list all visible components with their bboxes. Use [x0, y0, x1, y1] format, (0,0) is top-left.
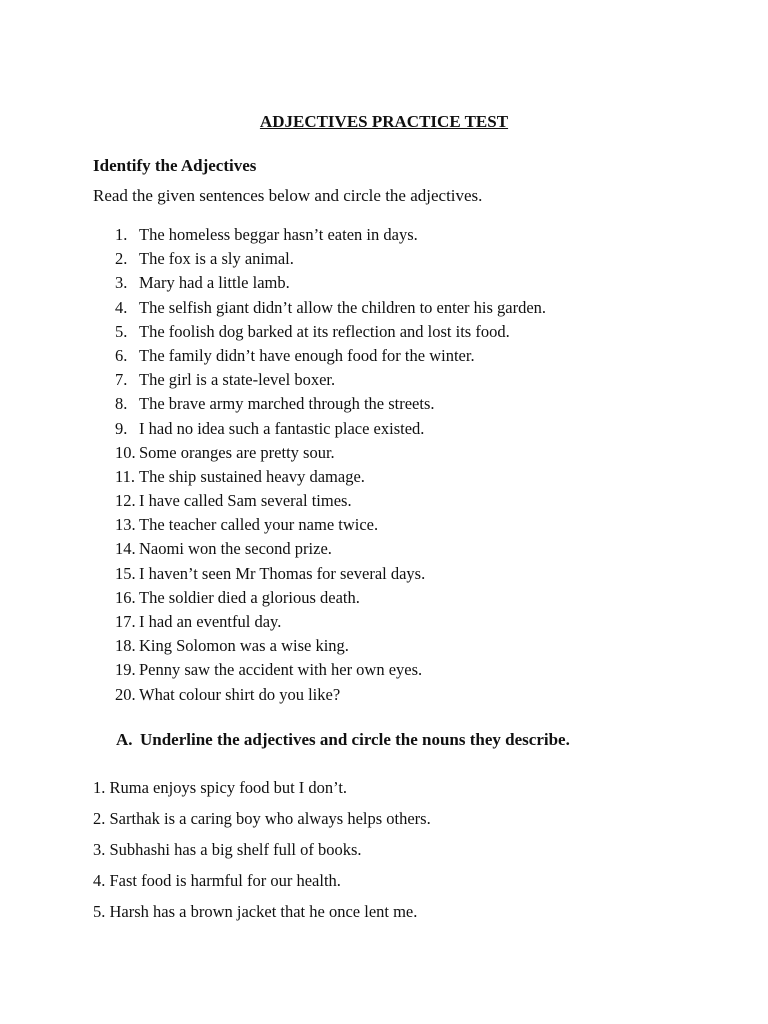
section-a-list	[93, 777, 431, 932]
list-item	[115, 223, 546, 247]
list-item: 1. Ruma enjoys spicy food but I don’t.	[93, 778, 348, 797]
list-item-number: 11.	[115, 466, 136, 486]
list-item-number: 6.	[115, 345, 128, 365]
instructions-text: Read the given sentences below and circle the adjectives.	[93, 186, 483, 205]
list-item-text: I have called Sam several times.	[139, 491, 352, 511]
section-a-letter: A.	[116, 730, 133, 749]
list-item-text: The girl is a state-level boxer.	[139, 370, 336, 390]
sentence-list	[115, 223, 546, 707]
list-item-number: 8.	[115, 394, 128, 414]
list-item-text: The homeless beggar hasn’t eaten in days.	[139, 225, 418, 244]
list-item-text: The soldier died a glorious death.	[139, 587, 360, 607]
list-item: 2. Sarthak is a caring boy who always helps others.	[93, 809, 431, 828]
list-item	[115, 610, 546, 634]
list-item-text: The foolish dog barked at its reflection and lost its food.	[139, 321, 510, 341]
list-item-number: 20.	[115, 684, 136, 704]
list-item-text: King Solomon was a wise king.	[139, 636, 349, 656]
list-item: 5. Harsh has a brown jacket that he once lent me.	[93, 902, 418, 921]
list-item: 3. Subhashi has a big shelf full of books.	[93, 840, 362, 859]
list-item-number: 3.	[115, 273, 128, 293]
list-item-number: 12.	[115, 491, 136, 511]
page-title: ADJECTIVES PRACTICE TEST	[259, 112, 509, 131]
list-item-text: I had an eventful day.	[139, 612, 282, 631]
list-item	[115, 537, 546, 561]
list-item	[115, 586, 546, 610]
list-item-number: 13.	[115, 515, 136, 535]
list-item	[115, 683, 546, 707]
list-item	[115, 344, 546, 368]
list-item-number: 17.	[115, 612, 136, 631]
list-item-text: Naomi won the second prize.	[139, 539, 332, 559]
list-item-number: 1.	[115, 225, 128, 244]
list-item-text: The ship sustained heavy damage.	[139, 466, 365, 486]
list-item-text: Some oranges are pretty sour.	[139, 442, 335, 462]
section-a-text: Underline the adjectives and circle the nouns they describe.	[140, 730, 570, 749]
list-item	[115, 658, 546, 682]
list-item-text: The family didn’t have enough food for the winter.	[139, 345, 475, 365]
list-item	[115, 320, 546, 344]
list-item-text: Penny saw the accident with her own eyes.	[139, 660, 423, 680]
list-item-number: 15.	[115, 563, 136, 583]
list-item-number: 10.	[115, 442, 136, 462]
list-item: 4. Fast food is harmful for our health.	[93, 871, 341, 890]
list-item-text: The selfish giant didn’t allow the children to enter his garden.	[139, 297, 547, 317]
list-item	[115, 247, 546, 271]
list-item-number: 9.	[115, 418, 128, 438]
list-item	[115, 562, 546, 586]
list-item	[115, 465, 546, 489]
list-item	[115, 392, 546, 416]
list-item	[115, 368, 546, 392]
list-item	[115, 441, 546, 465]
list-item-number: 5.	[115, 321, 128, 341]
list-item-text: The teacher called your name twice.	[139, 515, 379, 535]
list-item-number: 18.	[115, 636, 136, 656]
list-item-number: 2.	[115, 249, 128, 269]
section-heading: Identify the Adjectives	[93, 156, 257, 175]
list-item-number: 7.	[115, 370, 128, 390]
list-item-number: 14.	[115, 539, 136, 559]
list-item-text: The fox is a sly animal.	[139, 249, 294, 269]
list-item-number: 16.	[115, 587, 136, 607]
list-item-number: 19.	[115, 660, 136, 680]
list-item	[115, 296, 546, 320]
section-a-heading	[116, 730, 570, 750]
list-item	[115, 634, 546, 658]
list-item-text: The brave army marched through the streets.	[139, 394, 435, 414]
list-item-text: What colour shirt do you like?	[139, 684, 341, 704]
list-item-text: I haven’t seen Mr Thomas for several days.	[139, 563, 426, 583]
list-item	[115, 271, 546, 295]
list-item-number: 4.	[115, 297, 128, 317]
list-item	[115, 513, 546, 537]
list-item	[115, 489, 546, 513]
list-item	[115, 417, 546, 441]
list-item-text: I had no idea such a fantastic place existed.	[139, 418, 425, 438]
list-item-text: Mary had a little lamb.	[139, 273, 290, 293]
